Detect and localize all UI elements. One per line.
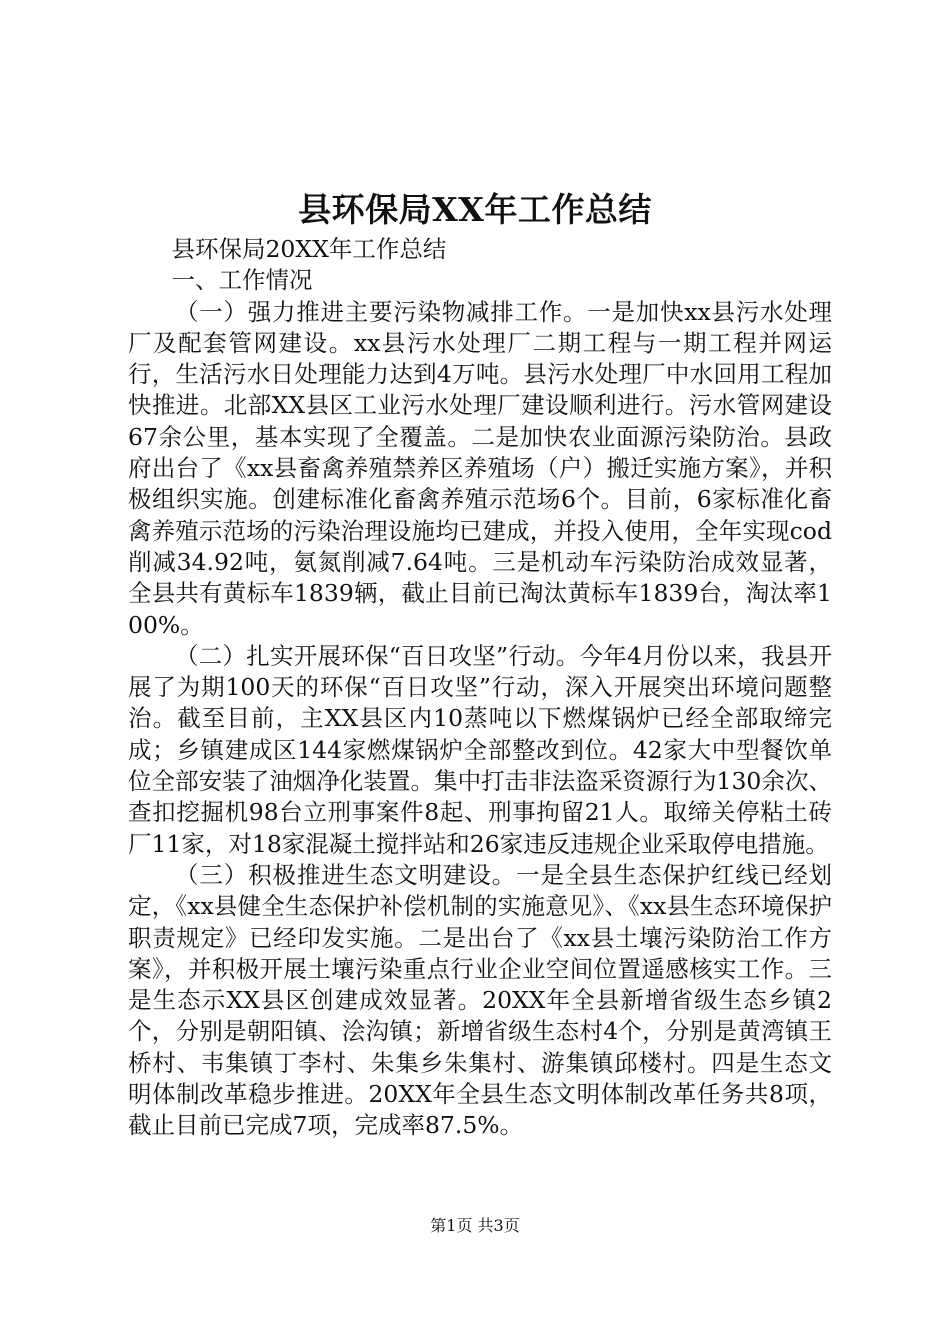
document-title: 县环保局XX年工作总结 (298, 190, 652, 229)
document-body (128, 234, 832, 1142)
section-heading: 一、工作情况 (171, 266, 313, 295)
paragraph-emission-reduction: （一）强力推进主要污染物减排工作。一是加快xx县污水处理厂及配套管网建设。xx县污水处理厂二期工程与一期工程并网运行，生活污水日处理能力达到4万吨。县污水处理厂中水回用工程加快推进。北部XX县区工业污水处理厂建设顺利进行。污水管网建设67余公里，基本实现了全覆盖。二是加快农业面源污染防治。县政府出台了《xx县畜禽养殖禁养区养殖场（户）搬迁实施方案》，并积极组织实施。创建标准化畜禽养殖示范场6个。目前，6家标准化畜禽养殖示范场的污染治理设施均已建成，并投入使用，全年实现cod削减34.92吨，氨氮削减7.64吨。三是机动车污染防治成效显著，全县共有黄标车1839辆，截止目前已淘汰黄标车1839台，淘汰率100%。 (128, 297, 832, 639)
paragraph-ecological-civilization: （三）积极推进生态文明建设。一是全县生态保护红线已经划定，《xx县健全生态保护补偿机制的实施意见》、《xx县生态环境保护职责规定》已经印发实施。二是出台了《xx县土壤污染防治工作方案》，并积极开展土壤污染重点行业企业空间位置遥感核实工作。三是生态示XX县区创建成效显著。20XX年全县新增省级生态乡镇2个，分别是朝阳镇、浍沟镇；新增省级生态村4个，分别是黄湾镇王桥村、韦集镇丁李村、朱集乡朱集村、游集镇邱楼村。四是生态文明体制改革稳步推进。20XX年全县生态文明体制改革任务共8项，截止目前已完成7项，完成率87.5%。 (128, 860, 832, 1140)
page-footer: 第1页 共3页 (430, 1216, 520, 1235)
paragraph-subtitle: 县环保局20XX年工作总结 (171, 235, 447, 263)
paragraph-hundred-day-campaign: （二）扎实开展环保“百日攻坚”行动。今年4月份以来，我县开展了为期100天的环保“百日攻坚”行动，深入开展突出环境问题整治。截至目前，主XX县区内10蒸吨以下燃煤锅炉已经全部取缔完成；乡镇建成区144家燃煤锅炉全部整改到位。42家大中型餐饮单位全部安装了油烟净化装置。集中打击非法盗采资源行为130余次、查扣挖掘机98台立刑事案件8起、刑事拘留21人。取缔关停粘土砖厂11家，对18家混凝土搅拌站和26家违反违规企业采取停电措施。 (128, 641, 832, 858)
